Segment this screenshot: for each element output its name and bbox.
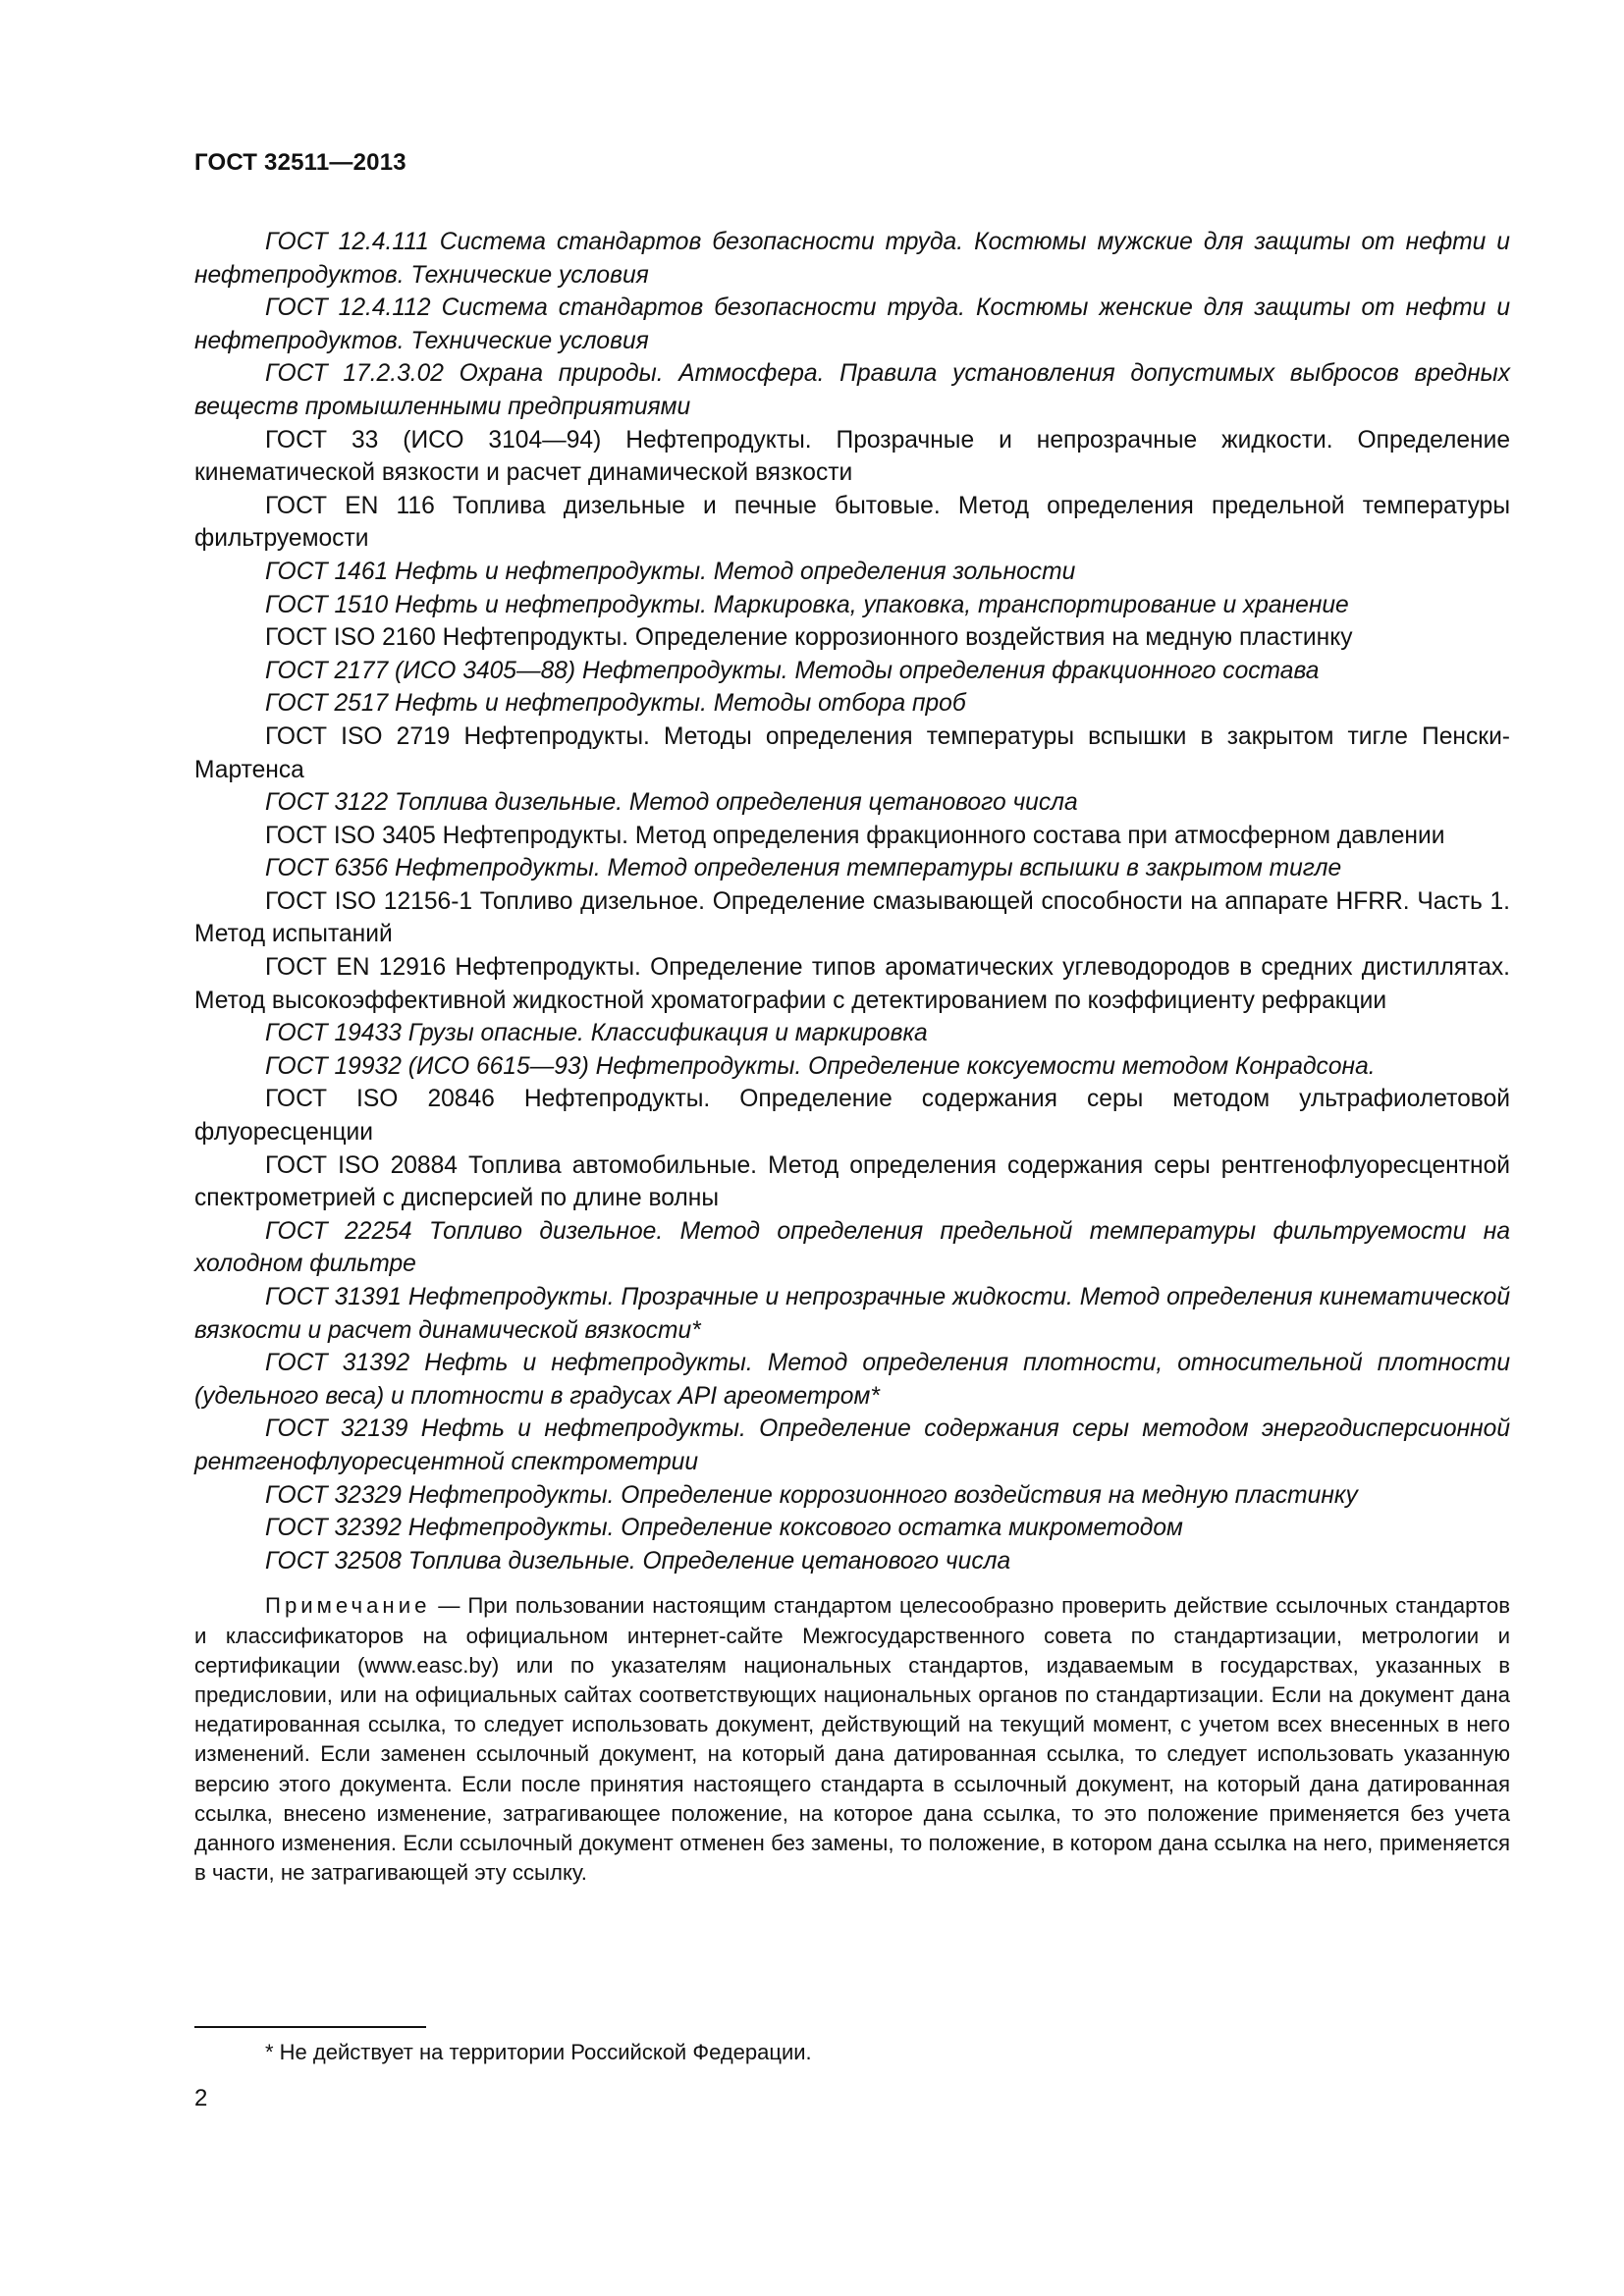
references-list [194, 226, 1510, 1577]
note-paragraph [194, 1591, 1510, 1888]
reference-item: ГОСТ EN 116 Топлива дизельные и печные бытовые. Метод определения предельной температуры фильтруемости [194, 492, 1510, 553]
reference-item: ГОСТ 32508 Топлива дизельные. Определение цетанового числа [265, 1547, 1011, 1575]
reference-item: ГОСТ 12.4.111 Система стандартов безопасности труда. Костюмы мужские для защиты от нефти и нефтепродуктов. Технические условия [194, 229, 1510, 289]
reference-item: ГОСТ 6356 Нефтепродукты. Метод определения температуры вспышки в закрытом тигле [265, 855, 1342, 882]
reference-item: ГОСТ 22254 Топливо дизельное. Метод определения предельной температуры фильтруемости на холодном фильтре [194, 1217, 1510, 1278]
reference-item: ГОСТ ISO 12156-1 Топливо дизельное. Определение смазывающей способности на аппарате HFRR. Часть 1. Метод испытаний [194, 887, 1510, 948]
reference-item: ГОСТ ISO 2160 Нефтепродукты. Определение коррозионного воздействия на медную пластинку [265, 624, 1353, 652]
reference-item: ГОСТ ISO 20846 Нефтепродукты. Определение содержания серы методом ультрафиолетовой флуоресценции [194, 1086, 1510, 1147]
reference-item: ГОСТ 12.4.112 Система стандартов безопасности труда. Костюмы женские для защиты от нефти и нефтепродуктов. Технические условия [194, 294, 1510, 354]
reference-item: ГОСТ 31392 Нефть и нефтепродукты. Метод определения плотности, относительной плотности (удельного веса) и плотности в градусах API ареометром* [194, 1350, 1510, 1410]
reference-item: ГОСТ 32139 Нефть и нефтепродукты. Определение содержания серы методом энергодисперсионной рентгенофлуоресцентной спектрометрии [194, 1415, 1510, 1475]
reference-item: ГОСТ ISO 20884 Топлива автомобильные. Метод определения содержания серы рентгенофлуоресцентной спектрометрией с дисперсией по длине волны [194, 1151, 1510, 1212]
reference-item: ГОСТ 1510 Нефть и нефтепродукты. Маркировка, упаковка, транспортирование и хранение [265, 591, 1349, 618]
page-number: 2 [194, 2085, 208, 2111]
reference-item: ГОСТ 2177 (ИСО 3405—88) Нефтепродукты. Методы определения фракционного состава [265, 657, 1320, 684]
reference-item: ГОСТ 3122 Топлива дизельные. Метод определения цетанового числа [265, 789, 1078, 817]
reference-item: ГОСТ 17.2.3.02 Охрана природы. Атмосфера. Правила установления допустимых выбросов вредных веществ промышленными предприятиями [194, 360, 1510, 420]
footnote: * Не действует на территории Российской Федерации. [265, 2040, 812, 2064]
note-label: Примечание [265, 1593, 431, 1619]
document-header: ГОСТ 32511—2013 [194, 149, 406, 176]
reference-item: ГОСТ 32329 Нефтепродукты. Определение коррозионного воздействия на медную пластинку [265, 1481, 1358, 1509]
footnote-divider [194, 2026, 426, 2028]
reference-item: ГОСТ 2517 Нефть и нефтепродукты. Методы отбора проб [265, 690, 966, 718]
reference-item: ГОСТ ISO 2719 Нефтепродукты. Методы определения температуры вспышки в закрытом тигле Пенски-Мартенса [194, 722, 1510, 783]
reference-item: ГОСТ ISO 3405 Нефтепродукты. Метод определения фракционного состава при атмосферном давлении [265, 822, 1445, 849]
references-section [194, 226, 1510, 1910]
reference-item: ГОСТ 31391 Нефтепродукты. Прозрачные и непрозрачные жидкости. Метод определения кинематической вязкости и расчет динамической вязкости* [194, 1284, 1510, 1344]
reference-item: ГОСТ 32392 Нефтепродукты. Определение коксового остатка микрометодом [265, 1515, 1183, 1542]
reference-item: ГОСТ 19932 (ИСО 6615—93) Нефтепродукты. Определение коксуемости методом Конрадсона. [265, 1052, 1376, 1080]
reference-item: ГОСТ EN 12916 Нефтепродукты. Определение типов ароматических углеводородов в средних дистиллятах. Метод высокоэффективной жидкостной хроматографии с детектированием по коэффициенту рефракции [194, 954, 1510, 1014]
reference-item: ГОСТ 1461 Нефть и нефтепродукты. Метод определения зольности [265, 558, 1076, 585]
note-text: — При пользовании настоящим стандартом целесообразно проверить действие ссылочных стандартов и классификаторов на официальном интернет-сайте Межгосударственного совета по стандартизации, метрологии и сертификации (www.easc.by) или по указателям национальных стандартов, издаваемым в государствах, указанных в предисловии, или на официальных сайтах соответствующих национальных органов по стандартизации. Если на документ дана недатированная ссылка, то следует использовать документ, действующий на текущий момент, с учетом всех внесенных в него изменений. Если заменен ссылочный документ, на который дана датированная ссылка, то следует использовать указанную версию этого документа. Если после принятия настоящего стандарта в ссылочный документ, на который дана датированная ссылка, внесено изменение, затрагивающее положение, на которое дана ссылка, то это положение применяется без учета данного изменения. Если ссылочный документ отменен без замены, то положение, в котором дана ссылка на него, применяется в части, не затрагивающей эту ссылку. [194, 1593, 1510, 1886]
reference-item: ГОСТ 33 (ИСО 3104—94) Нефтепродукты. Прозрачные и непрозрачные жидкости. Определение кинематической вязкости и расчет динамической вязкости [194, 426, 1510, 487]
reference-item: ГОСТ 19433 Грузы опасные. Классификация и маркировка [265, 1020, 928, 1047]
